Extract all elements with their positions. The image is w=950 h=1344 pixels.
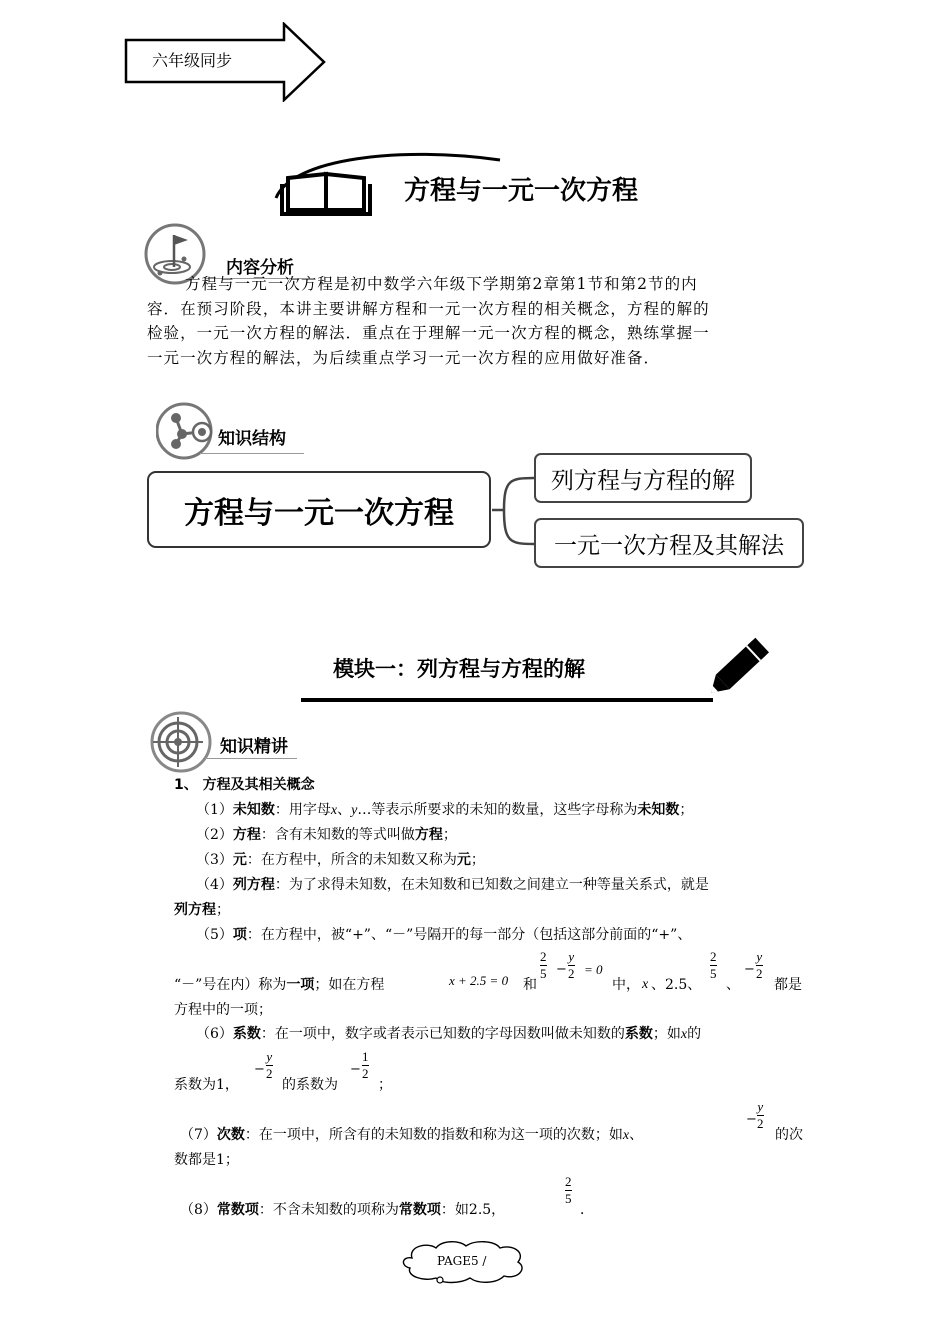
item-text: 、 — [337, 802, 352, 818]
fraction-num: y — [266, 1049, 273, 1064]
minus-sign: − — [744, 962, 755, 977]
fraction — [565, 1175, 572, 1206]
item-7-line2: 数都是1； — [174, 1152, 239, 1168]
item-number: （2） — [196, 827, 233, 843]
section-label-structure: 知识结构 — [218, 429, 286, 449]
fraction-num: 2 — [540, 949, 547, 964]
grade-label: 六年级同步 — [152, 51, 233, 70]
paragraph-line: 容．在预习阶段，本讲主要讲解方程和一元一次方程的相关概念，方程的解的 — [147, 299, 710, 318]
item-text: ； — [378, 1077, 392, 1093]
section-label-content: 内容分析 — [226, 258, 294, 278]
paragraph-line: 检验，一元一次方程的解法．重点在于理解一元一次方程的概念，熟练掌握一 — [147, 324, 710, 342]
var: x — [680, 1027, 688, 1042]
minus-sign: − — [254, 1062, 265, 1077]
term: 列方程 — [232, 877, 275, 893]
fraction-den: 5 — [565, 1191, 572, 1206]
item-3 — [196, 850, 485, 870]
minus-sign: − — [350, 1062, 361, 1077]
var: x — [642, 977, 649, 992]
item-6-line2: 系数为1， — [174, 1077, 239, 1093]
item-text: ：在一项中，数字或者表示已知数的字母因数叫做未知数的 — [260, 1026, 625, 1042]
term: 元 — [232, 852, 247, 868]
fraction-den: 2 — [756, 966, 763, 981]
paragraph-line: 一元一次方程的解法，为后续重点学习一元一次方程的应用做好准备． — [147, 348, 661, 367]
term: 元 — [456, 852, 471, 868]
item-8 — [180, 1200, 505, 1220]
fraction-num: y — [757, 1099, 764, 1114]
item-text: ； — [470, 852, 485, 868]
fraction — [568, 950, 575, 981]
var: x — [622, 1128, 630, 1143]
fraction — [540, 950, 547, 981]
fraction-num: y — [756, 949, 763, 964]
item-text: 、 — [726, 977, 740, 993]
item-7 — [180, 1125, 643, 1146]
term: 项 — [232, 927, 247, 943]
item-number: （4） — [196, 877, 233, 893]
item-text: 的次 — [775, 1127, 803, 1143]
item-1 — [196, 800, 693, 821]
fraction-den: 2 — [568, 966, 575, 981]
fraction — [756, 950, 763, 981]
term: 方程 — [232, 827, 261, 843]
item-text: ； — [216, 902, 230, 918]
fraction — [710, 950, 717, 981]
item-text: ；如 — [652, 1026, 681, 1042]
item-text: ：如2.5， — [440, 1202, 506, 1218]
item-number: （3） — [196, 852, 233, 868]
item-text: 的 — [687, 1026, 702, 1042]
equals-zero: = 0 — [584, 962, 603, 977]
item-5 — [196, 925, 691, 945]
fraction — [362, 1050, 369, 1081]
fraction-den: 5 — [710, 966, 717, 981]
mindmap-connector — [490, 470, 538, 560]
term: 未知数 — [232, 802, 275, 818]
item-text: ． — [580, 1202, 594, 1218]
term: 方程 — [414, 827, 443, 843]
equation-1: x + 2.5 = 0 — [449, 973, 509, 988]
var: y — [351, 803, 358, 818]
item-text: 、 — [629, 1127, 644, 1143]
section-underline — [205, 758, 297, 759]
item-text: 都是 — [774, 977, 802, 993]
item-number: （6） — [196, 1026, 233, 1042]
item-4-cont — [174, 900, 230, 920]
mindmap-child-1: 列方程与方程的解 — [534, 453, 752, 503]
item-text: ：用字母 — [274, 802, 331, 818]
item-text: ：在方程中，被“+”、“－”号隔开的每一部分（包括这部分前面的“+”、 — [246, 927, 692, 943]
fraction-den: 2 — [362, 1066, 369, 1081]
minus-sign: − — [556, 962, 567, 977]
item-text: 的系数为 — [282, 1077, 338, 1093]
fraction-num: 2 — [565, 1174, 572, 1189]
item-number: （8） — [180, 1202, 217, 1218]
item-6 — [196, 1024, 701, 1045]
term: 一项 — [286, 977, 315, 993]
fraction-num: 1 — [362, 1049, 369, 1064]
term: 常数项 — [398, 1202, 441, 1218]
item-number: （5） — [196, 927, 233, 943]
page-number: PAGE5 / — [437, 1254, 487, 1268]
item-text: ；如在方程 — [314, 977, 385, 993]
item-number: （7） — [180, 1127, 217, 1143]
item-text: ； — [442, 827, 457, 843]
term: 次数 — [216, 1127, 245, 1143]
fraction-num: y — [568, 949, 575, 964]
item-text: …等表示所要求的未知的数量，这些字母称为 — [357, 802, 638, 818]
item-text: ：不含未知数的项称为 — [258, 1202, 399, 1218]
term: 常数项 — [216, 1202, 259, 1218]
fraction-den: 2 — [757, 1116, 764, 1131]
section-underline — [200, 453, 304, 454]
concept-heading: 1、 方程及其相关概念 — [174, 777, 315, 793]
paragraph-line: 方程与一元一次方程是初中数学六年级下学期第2章第1节和第2节的内 — [185, 275, 698, 293]
content-analysis-paragraph — [147, 272, 827, 370]
term: 系数 — [624, 1026, 653, 1042]
item-text: 、2.5、 — [651, 977, 702, 993]
section-label-explain: 知识精讲 — [220, 737, 288, 757]
fraction — [266, 1050, 273, 1081]
item-text: “－”号在内）称为 — [174, 977, 287, 993]
item-4 — [196, 875, 709, 895]
var: x — [330, 803, 338, 818]
mindmap-child-2: 一元一次方程及其解法 — [534, 518, 804, 568]
minus-sign: − — [746, 1112, 757, 1127]
item-text: ：在一项中，所含有的未知数的指数和称为这一项的次数；如 — [244, 1127, 623, 1143]
item-text: 中， — [612, 977, 640, 993]
item-5-line3: 方程中的一项； — [174, 1002, 272, 1018]
fraction-den: 5 — [540, 966, 547, 981]
fraction-num: 2 — [710, 949, 717, 964]
item-text: ：在方程中，所含的未知数又称为 — [246, 852, 457, 868]
pencil-icon — [700, 632, 776, 706]
fraction — [757, 1100, 764, 1131]
item-text: ：含有未知数的等式叫做 — [260, 827, 415, 843]
term: 系数 — [232, 1026, 261, 1042]
item-text: ：为了求得未知数，在未知数和已知数之间建立一种等量关系式，就是 — [274, 877, 709, 893]
item-text: ； — [679, 802, 694, 818]
term: 列方程 — [174, 902, 216, 918]
fraction-den: 2 — [266, 1066, 273, 1081]
term: 未知数 — [637, 802, 680, 818]
mindmap-root: 方程与一元一次方程 — [147, 471, 491, 548]
module-title: 模块一：列方程与方程的解 — [333, 657, 585, 681]
item-number: （1） — [196, 802, 233, 818]
item-2 — [196, 825, 457, 845]
module-underline — [301, 698, 713, 702]
item-text: 和 — [523, 977, 537, 993]
page-title: 方程与一元一次方程 — [404, 176, 639, 206]
target-icon — [150, 711, 212, 773]
item-5-line2 — [174, 975, 384, 995]
